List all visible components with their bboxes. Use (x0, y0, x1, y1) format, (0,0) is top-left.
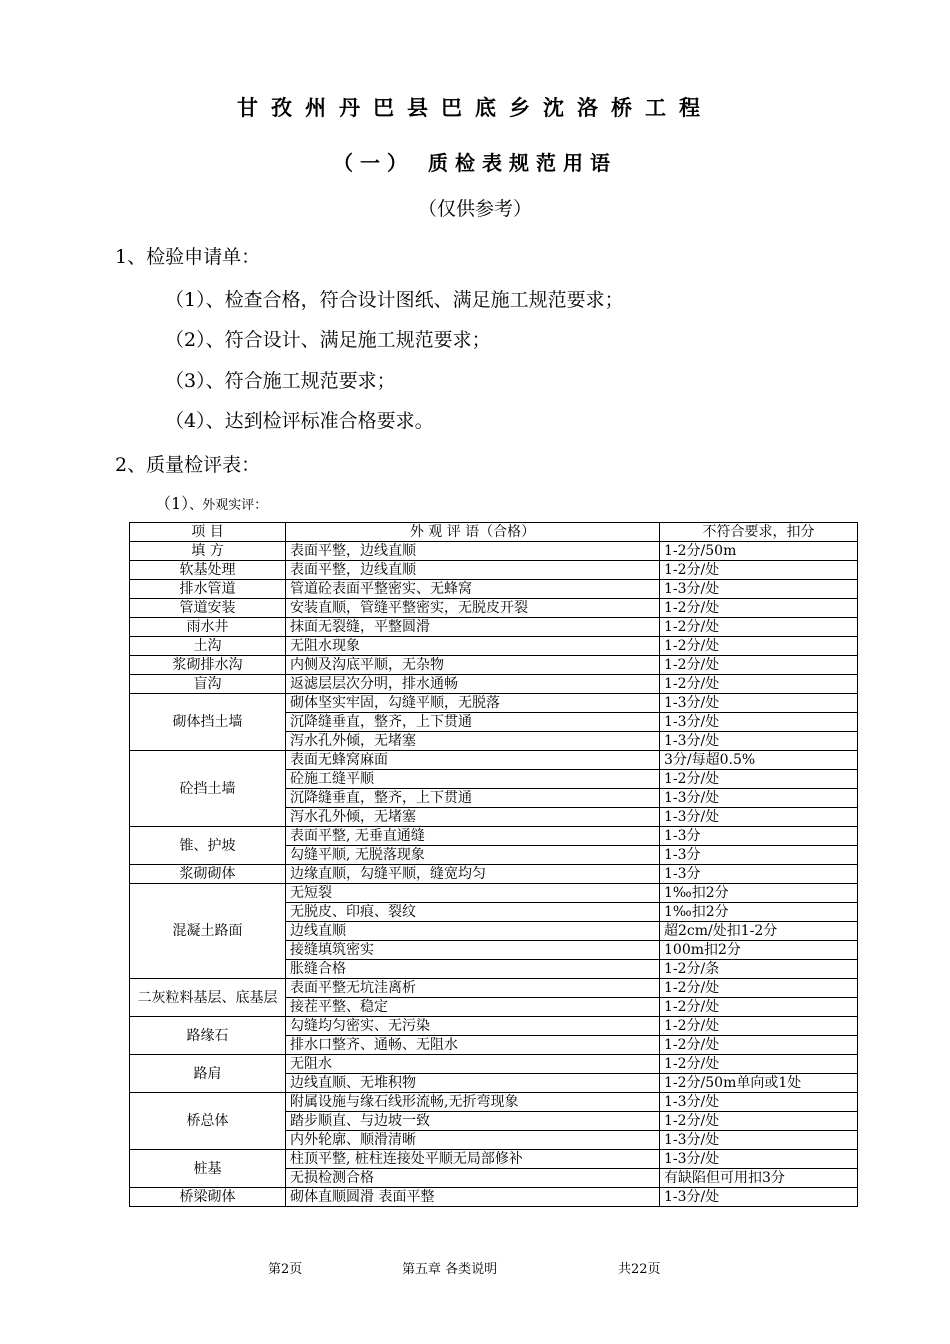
table-row (130, 1093, 858, 1112)
table-row (130, 979, 858, 998)
deduction-cell: 1‰扣2分 (660, 903, 858, 922)
comment-cell: 砌体坚实牢固，勾缝平顺，无脱落 (286, 694, 660, 713)
comment-cell: 踏步顺直、与边坡一致 (286, 1112, 660, 1131)
section2-heading: 2、质量检评表： (115, 454, 261, 476)
table-row (130, 1150, 858, 1169)
comment-cell: 泻水孔外倾，无堵塞 (286, 808, 660, 827)
item-name-cell: 锥、护坡 (130, 827, 286, 865)
item-name-cell: 土沟 (130, 637, 286, 656)
comment-cell: 胀缝合格 (286, 960, 660, 979)
table-row (130, 1017, 858, 1036)
comment-cell: 边线直顺、无堆积物 (286, 1074, 660, 1093)
deduction-cell: 1-2分/处 (660, 561, 858, 580)
deduction-cell: 1-2分/条 (660, 960, 858, 979)
section1-item-2: （2）、符合设计、满足施工规范要求； (165, 329, 491, 351)
deduction-cell: 1-3分/处 (660, 1093, 858, 1112)
table-row (130, 637, 858, 656)
table-row (130, 694, 858, 713)
deduction-cell: 3分/每超0.5% (660, 751, 858, 770)
comment-cell: 接茬平整、稳定 (286, 998, 660, 1017)
table-body (130, 542, 858, 1207)
item-name-cell: 桥总体 (130, 1093, 286, 1150)
header-deduction: 不符合要求，扣分 (660, 523, 858, 542)
appearance-evaluation-table (129, 522, 858, 1207)
deduction-cell: 1-2分/50m (660, 542, 858, 561)
comment-cell: 表面无蜂窝麻面 (286, 751, 660, 770)
deduction-cell: 1-2分/处 (660, 1112, 858, 1131)
reference-note: （仅供参考） (417, 198, 532, 220)
deduction-cell: 1-3分/处 (660, 789, 858, 808)
deduction-cell: 1-2分/处 (660, 675, 858, 694)
subheading-number: （1） (155, 494, 190, 513)
comment-cell: 边线直顺 (286, 922, 660, 941)
section1-item-4: （4）、达到检评标准合格要求。 (165, 410, 434, 432)
deduction-cell: 1-2分/处 (660, 1017, 858, 1036)
comment-cell: 无损检测合格 (286, 1169, 660, 1188)
item-name-cell: 混凝土路面 (130, 884, 286, 979)
deduction-cell: 1-3分 (660, 846, 858, 865)
table-row (130, 656, 858, 675)
comment-cell: 沉降缝垂直，整齐，上下贯通 (286, 713, 660, 732)
item-name-cell: 填 方 (130, 542, 286, 561)
comment-cell: 柱顶平整, 桩柱连接处平顺无局部修补 (286, 1150, 660, 1169)
deduction-cell: 有缺陷但可用扣3分 (660, 1169, 858, 1188)
table-row (130, 599, 858, 618)
deduction-cell: 1-2分/处 (660, 998, 858, 1017)
comment-cell: 排水口整齐、通畅、无阻水 (286, 1036, 660, 1055)
section2-subheading (155, 491, 267, 514)
comment-cell: 砼施工缝平顺 (286, 770, 660, 789)
deduction-cell: 1-2分/50m单向或1处 (660, 1074, 858, 1093)
footer-total-pages: 共22页 (618, 1262, 661, 1277)
comment-cell: 无脱皮、印痕、裂纹 (286, 903, 660, 922)
item-name-cell: 雨水井 (130, 618, 286, 637)
comment-cell: 返滤层层次分明，排水通畅 (286, 675, 660, 694)
deduction-cell: 1-2分/处 (660, 770, 858, 789)
comment-cell: 内侧及沟底平顺，无杂物 (286, 656, 660, 675)
deduction-cell: 1-3分/处 (660, 713, 858, 732)
deduction-cell: 1-2分/处 (660, 618, 858, 637)
deduction-cell: 1-3分/处 (660, 694, 858, 713)
item-name-cell: 二灰粒料基层、底基层 (130, 979, 286, 1017)
deduction-cell: 1‰扣2分 (660, 884, 858, 903)
deduction-cell: 超2cm/处扣1-2分 (660, 922, 858, 941)
table-row (130, 542, 858, 561)
item-name-cell: 路肩 (130, 1055, 286, 1093)
comment-cell: 表面平整无坑洼离析 (286, 979, 660, 998)
header-comment: 外 观 评 语（合格） (286, 523, 660, 542)
comment-cell: 表面平整, 无垂直通缝 (286, 827, 660, 846)
comment-cell: 抹面无裂缝，平整圆滑 (286, 618, 660, 637)
footer-page-number: 第2页 (268, 1262, 303, 1277)
table-row (130, 675, 858, 694)
table-row (130, 1055, 858, 1074)
table-header-row (130, 523, 858, 542)
item-name-cell: 砼挡土墙 (130, 751, 286, 827)
item-name-cell: 路缘石 (130, 1017, 286, 1055)
deduction-cell: 1-3分 (660, 827, 858, 846)
comment-cell: 勾缝均匀密实、无污染 (286, 1017, 660, 1036)
item-name-cell: 盲沟 (130, 675, 286, 694)
deduction-cell: 1-3分/处 (660, 808, 858, 827)
deduction-cell: 1-2分/处 (660, 1036, 858, 1055)
item-name-cell: 排水管道 (130, 580, 286, 599)
comment-cell: 勾缝平顺, 无脱落现象 (286, 846, 660, 865)
comment-cell: 接缝填筑密实 (286, 941, 660, 960)
table-row (130, 827, 858, 846)
subheading-text: 、外观实评： (189, 498, 268, 513)
comment-cell: 泻水孔外倾，无堵塞 (286, 732, 660, 751)
deduction-cell: 1-2分/处 (660, 656, 858, 675)
item-name-cell: 砌体挡土墙 (130, 694, 286, 751)
section1-item-1: （1）、检查合格，符合设计图纸、满足施工规范要求； (165, 289, 624, 311)
comment-cell: 附属设施与缘石线形流畅,无折弯现象 (286, 1093, 660, 1112)
item-name-cell: 浆砌砌体 (130, 865, 286, 884)
table-row (130, 561, 858, 580)
table-row (130, 751, 858, 770)
document-subtitle: （一） 质检表规范用语 (333, 151, 617, 175)
deduction-cell: 1-3分/处 (660, 1131, 858, 1150)
table-row (130, 865, 858, 884)
deduction-cell: 100m扣2分 (660, 941, 858, 960)
item-name-cell: 软基处理 (130, 561, 286, 580)
comment-cell: 安装直顺，管缝平整密实，无脱皮开裂 (286, 599, 660, 618)
footer-chapter: 第五章 各类说明 (402, 1262, 498, 1277)
section1-heading: 1、检验申请单： (115, 246, 261, 268)
comment-cell: 表面平整，边线直顺 (286, 542, 660, 561)
document-title: 甘孜州丹巴县巴底乡沈洛桥工程 (237, 96, 713, 120)
item-name-cell: 管道安装 (130, 599, 286, 618)
comment-cell: 无短裂 (286, 884, 660, 903)
deduction-cell: 1-3分/处 (660, 580, 858, 599)
item-name-cell: 桥梁砌体 (130, 1188, 286, 1207)
comment-cell: 无阻水 (286, 1055, 660, 1074)
table-row (130, 618, 858, 637)
item-name-cell: 桩基 (130, 1150, 286, 1188)
comment-cell: 管道砼表面平整密实、无蜂窝 (286, 580, 660, 599)
deduction-cell: 1-3分/处 (660, 732, 858, 751)
comment-cell: 砌体直顺圆滑 表面平整 (286, 1188, 660, 1207)
comment-cell: 内外轮廓、顺滑清晰 (286, 1131, 660, 1150)
deduction-cell: 1-2分/处 (660, 1055, 858, 1074)
comment-cell: 边缘直顺，勾缝平顺，缝宽均匀 (286, 865, 660, 884)
section1-item-3: （3）、符合施工规范要求； (165, 370, 396, 392)
table-row (130, 1188, 858, 1207)
deduction-cell: 1-3分/处 (660, 1188, 858, 1207)
comment-cell: 无阻水现象 (286, 637, 660, 656)
deduction-cell: 1-3分 (660, 865, 858, 884)
deduction-cell: 1-2分/处 (660, 637, 858, 656)
deduction-cell: 1-2分/处 (660, 599, 858, 618)
comment-cell: 沉降缝垂直，整齐，上下贯通 (286, 789, 660, 808)
deduction-cell: 1-3分/处 (660, 1150, 858, 1169)
table-row (130, 884, 858, 903)
header-item: 项 目 (130, 523, 286, 542)
item-name-cell: 浆砌排水沟 (130, 656, 286, 675)
comment-cell: 表面平整，边线直顺 (286, 561, 660, 580)
deduction-cell: 1-2分/处 (660, 979, 858, 998)
table-row (130, 580, 858, 599)
